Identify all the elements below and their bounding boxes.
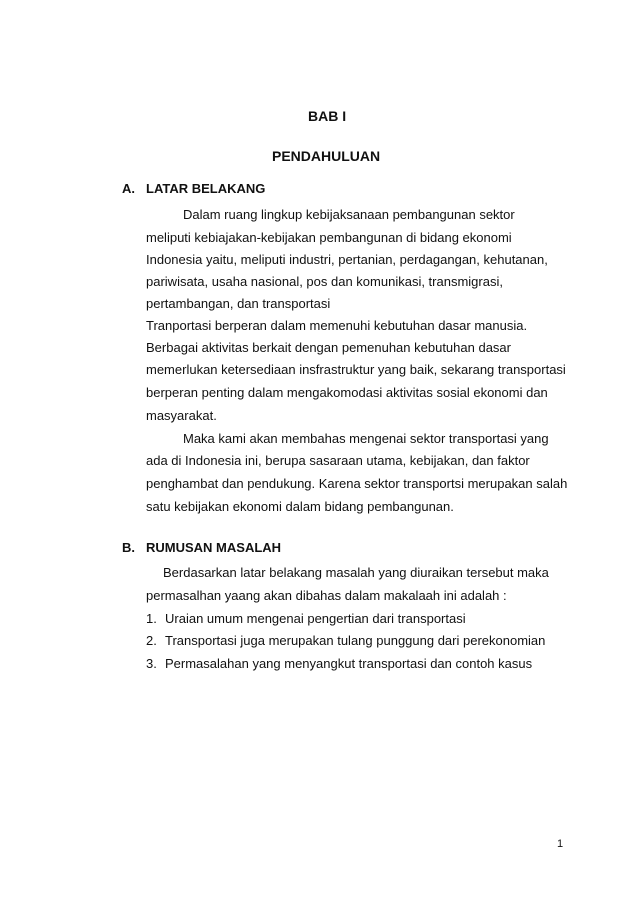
paragraph-line: meliputi kebiajakan-kebijakan pembangunan di bidang ekonomi	[146, 230, 512, 245]
paragraph-line: memerlukan ketersediaan insfrastruktur yang baik, sekarang transportasi	[146, 362, 566, 377]
section-b-marker: B.	[122, 540, 135, 555]
paragraph-line: satu kebijakan ekonomi dalam bidang pembangunan.	[146, 499, 454, 514]
paragraph-line: Maka kami akan membahas mengenai sektor transportasi yang	[183, 431, 549, 446]
paragraph-line: masyarakat.	[146, 408, 217, 423]
section-a-marker: A.	[122, 181, 135, 196]
paragraph-line: permasalhan yaang akan dibahas dalam makalaah ini adalah :	[146, 588, 507, 603]
paragraph-line: ada di Indonesia ini, berupa sasaraan utama, kebijakan, dan faktor	[146, 453, 530, 468]
paragraph-line: pariwisata, usaha nasional, pos dan komunikasi, transmigrasi,	[146, 274, 503, 289]
chapter-title: PENDAHULUAN	[272, 148, 381, 164]
list-item: Transportasi juga merupakan tulang punggung dari perekonomian	[165, 633, 546, 648]
chapter-label: BAB I	[308, 108, 347, 124]
paragraph-line: Berdasarkan latar belakang masalah yang diuraikan tersebut maka	[163, 565, 549, 580]
paragraph-line: pertambangan, dan transportasi	[146, 296, 331, 311]
paragraph-line: berperan penting dalam mengakomodasi aktivitas sosial ekonomi dan	[146, 385, 548, 400]
section-a-title: LATAR BELAKANG	[146, 181, 266, 196]
page-number: 1	[557, 838, 564, 850]
list-item-number: 1.	[146, 611, 157, 626]
paragraph-line: Dalam ruang lingkup kebijaksanaan pembangunan sektor	[183, 207, 515, 222]
list-item: Uraian umum mengenai pengertian dari transportasi	[165, 611, 466, 626]
paragraph-line: Indonesia yaitu, meliputi industri, pertanian, perdagangan, kehutanan,	[146, 252, 548, 267]
paragraph-line: penghambat dan pendukung. Karena sektor transportsi merupakan salah	[146, 476, 568, 491]
section-b-title: RUMUSAN MASALAH	[146, 540, 282, 555]
list-item: Permasalahan yang menyangkut transportasi dan contoh kasus	[165, 656, 533, 671]
paragraph-line: Berbagai aktivitas berkait dengan pemenuhan kebutuhan dasar	[146, 340, 511, 355]
paragraph-line: Tranportasi berperan dalam memenuhi kebutuhan dasar manusia.	[146, 318, 528, 333]
list-item-number: 2.	[146, 633, 157, 648]
list-item-number: 3.	[146, 656, 157, 671]
